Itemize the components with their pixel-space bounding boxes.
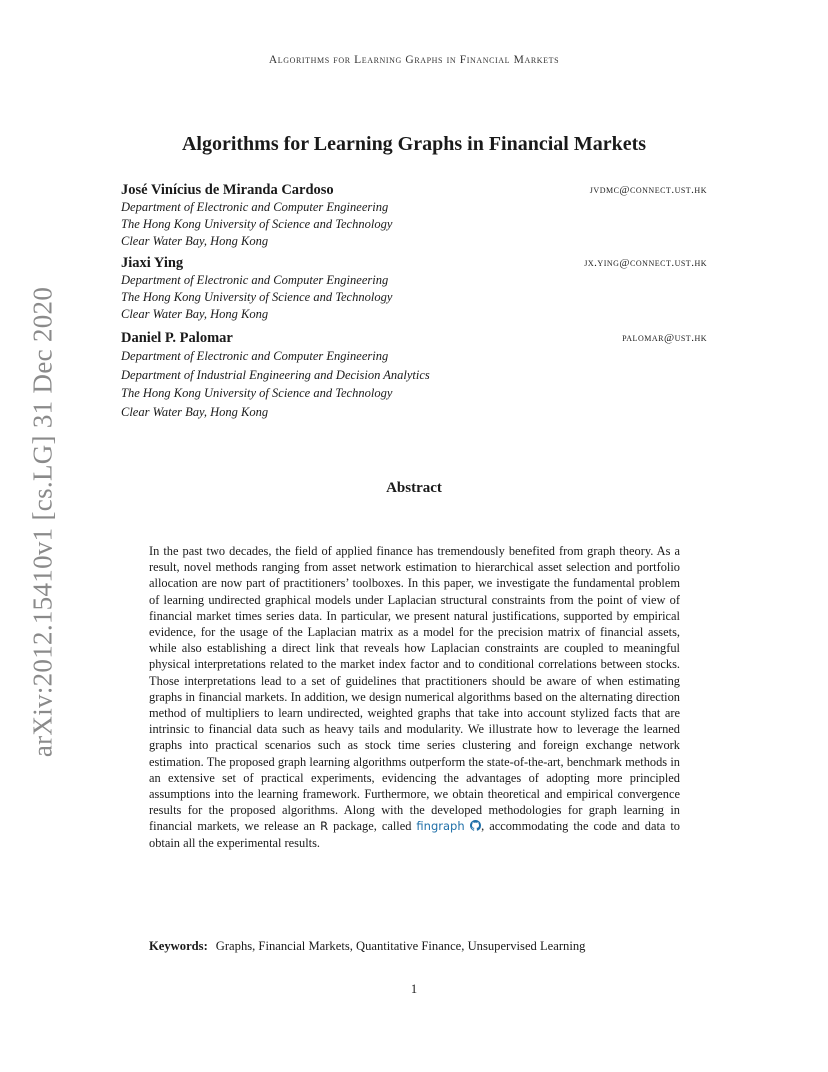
- author-affiliation-line: The Hong Kong University of Science and Technology: [121, 217, 393, 231]
- abstract-body: [149, 543, 680, 851]
- abstract-heading: Abstract: [386, 480, 442, 496]
- author-affiliation-line: Clear Water Bay, Hong Kong: [121, 234, 269, 248]
- abstract-text: In the past two decades, the field of applied finance has tremendously benefited from graph theory. As a result, novel methods ranging from asset network estimation to hierarchical asset selection and portfolio allocation are now part of practitioners’ toolboxes. In this paper, we investigate the fundamental problem of learning undirected graphical models under Laplacian structural constraints from the point of view of financial market times series data. In particular, we present natural justifications, supported by empirical evidence, for the usage of the Laplacian matrix as a model for the precision matrix of financial assets, while also establishing a direct link that reveals how Laplacian constraints are coupled to meaningful physical interpretations related to the market index factor and to conditional correlations between stocks. Those interpretations lead to a set of guidelines that practitioners should be aware of when estimating graphs in financial markets. In addition, we design numerical algorithms based on the alternating direction method of multipliers to learn undirected, weighted graphs that take into account stylized facts that are intrinsic to financial data such as heavy tails and modularity. We illustrate how to leverage the learned graphs into practical scenarios such as stock time series clustering and foreign exchange network estimation. The proposed graph learning algorithms outperform the state-of-the-art, benchmark methods in an extensive set of practical experiments, evidencing the advantages of adopting more principled assumptions into the learning framework. Furthermore, we obtain theoretical and empirical convergence results for the proposed algorithms. Along with the developed methodologies for graph learning in financial markets, we release an: [149, 544, 680, 834]
- keywords-line: [149, 939, 709, 954]
- page-number: 1: [410, 982, 418, 996]
- author-block: [121, 181, 707, 250]
- fingraph-link-label: fingraph: [416, 819, 465, 834]
- author-name: Jiaxi Ying: [121, 255, 184, 271]
- author-email: palomar@ust.hk: [622, 332, 707, 344]
- author-affiliation-line: Clear Water Bay, Hong Kong: [121, 307, 269, 321]
- abstract-text-end: , accommodating the code and data to obtain all the experimental results.: [149, 819, 681, 850]
- author-affiliation-line: Clear Water Bay, Hong Kong: [121, 404, 269, 419]
- author-affiliation-line: The Hong Kong University of Science and Technology: [121, 386, 393, 400]
- github-icon: [470, 820, 481, 831]
- abstract-text-package: package, called: [333, 819, 412, 834]
- author-block: [121, 329, 707, 421]
- r-language-label: R: [320, 819, 329, 834]
- author-email: jvdmc@connect.ust.hk: [589, 184, 707, 196]
- author-affiliation-line: Department of Electronic and Computer Engineering: [121, 273, 389, 287]
- paper-title: Algorithms for Learning Graphs in Financial Markets: [181, 133, 647, 155]
- author-email: jx.ying@connect.ust.hk: [584, 257, 707, 269]
- fingraph-link[interactable]: [416, 819, 481, 833]
- author-block: [121, 254, 707, 323]
- author-name: José Vinícius de Miranda Cardoso: [121, 182, 334, 198]
- author-name: Daniel P. Palomar: [121, 330, 233, 346]
- keywords-list: Graphs, Financial Markets, Quantitative Finance, Unsupervised Learning: [215, 939, 586, 953]
- author-affiliation-line: The Hong Kong University of Science and Technology: [121, 290, 393, 304]
- author-affiliation-line: Department of Electronic and Computer Engineering: [121, 349, 389, 363]
- author-affiliation-line: Department of Industrial Engineering and Decision Analytics: [121, 367, 430, 382]
- keywords-label: Keywords:: [149, 939, 208, 953]
- arxiv-stamp: arXiv:2012.15410v1 [cs.LG] 31 Dec 2020: [27, 286, 58, 758]
- author-affiliation-line: Department of Electronic and Computer Engineering: [121, 200, 389, 214]
- running-head: Algorithms for Learning Graphs in Financial Markets: [268, 54, 560, 66]
